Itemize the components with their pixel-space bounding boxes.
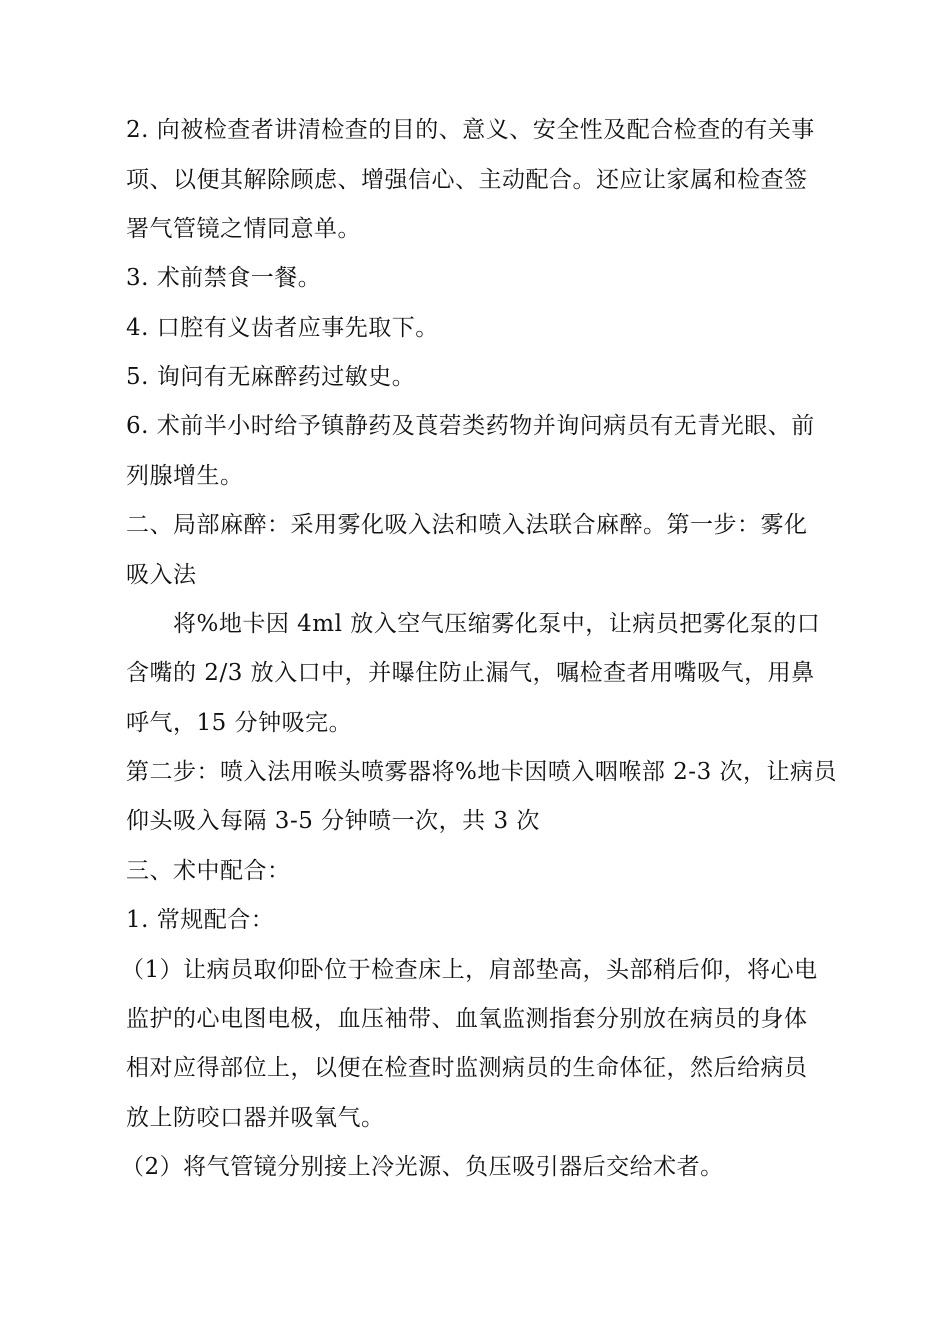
text-line: （1）让病员取仰卧位于检查床上，肩部垫高，头部稍后仰，将心电 (121, 957, 818, 983)
text-line: 项、以便其解除顾虑、增强信心、主动配合。还应让家属和检查签 (126, 167, 808, 193)
text-line: 第二步：喷入法用喉头喷雾器将%地卡因喷入咽喉部 2-3 次，让病员 (126, 759, 838, 785)
text-line: 将%地卡因 4ml 放入空气压缩雾化泵中，让病员把雾化泵的口 (173, 611, 821, 637)
text-line: 含嘴的 2/3 放入口中，并曝住防止漏气，嘱检查者用嘴吸气，用鼻 (126, 660, 815, 686)
text-line: 吸入法 (126, 562, 197, 588)
text-line: 1. 常规配合： (126, 907, 275, 933)
text-line: 5. 询问有无麻醉药过敏史。 (126, 364, 416, 390)
text-line: 2. 向被检查者讲清检查的目的、意义、安全性及配合检查的有关事 (126, 117, 815, 143)
text-line: 列腺增生。 (126, 463, 244, 489)
section-heading: 三、术中配合： (126, 858, 291, 884)
text-line: （2）将气管镜分别接上冷光源、负压吸引器后交给术者。 (121, 1154, 724, 1180)
text-line: 4. 口腔有义齿者应事先取下。 (126, 315, 439, 341)
text-line: 署气管镜之情同意单。 (126, 216, 361, 242)
text-line: 6. 术前半小时给予镇静药及莨菪类药物并询问病员有无青光眼、前 (126, 413, 815, 439)
text-line: 监护的心电图电极，血压袖带、血氧监测指套分别放在病员的身体 (126, 1006, 808, 1032)
text-line: 3. 术前禁食一餐。 (126, 265, 322, 291)
text-line: 相对应得部位上，以便在检查时监测病员的生命体征，然后给病员 (126, 1055, 808, 1081)
text-line: 呼气，15 分钟吸完。 (126, 710, 353, 736)
text-line: 仰头吸入每隔 3-5 分钟喷一次，共 3 次 (126, 808, 540, 834)
text-line: 放上防咬口器并吸氧气。 (126, 1105, 385, 1131)
section-heading: 二、局部麻醉：采用雾化吸入法和喷入法联合麻醉。第一步：雾化 (126, 512, 808, 538)
